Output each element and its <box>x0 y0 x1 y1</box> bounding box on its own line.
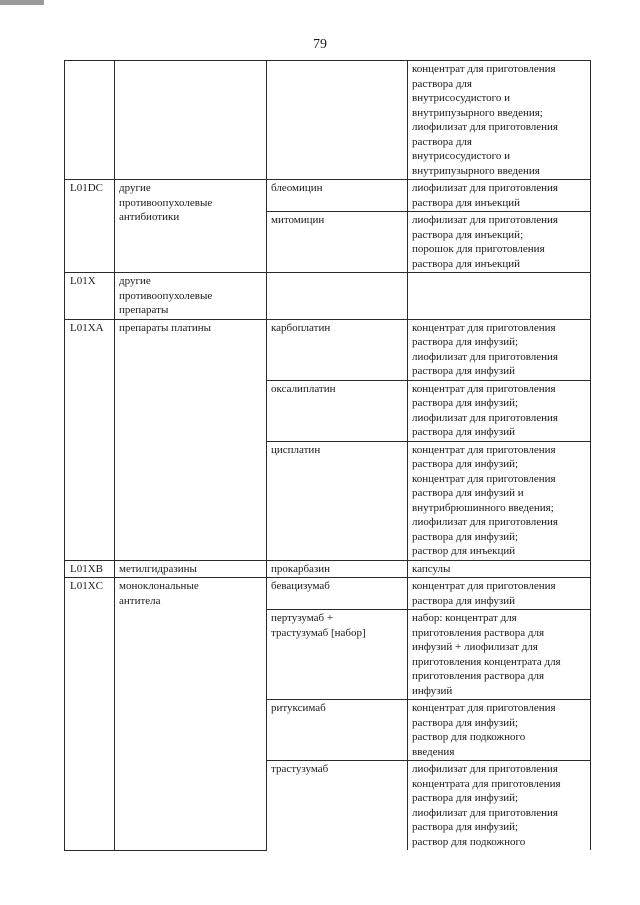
form-cell <box>408 273 591 320</box>
table-row <box>65 61 591 180</box>
atc-code-cell: L01XC <box>65 578 115 851</box>
drug-cell: оксалиплатин <box>267 380 408 441</box>
atc-code-cell: L01XB <box>65 560 115 578</box>
drug-cell <box>267 61 408 180</box>
drug-table <box>64 60 591 851</box>
table-row <box>65 578 591 610</box>
form-cell: концентрат для приготовления раствора для внутрисосудистого и внутрипузырного введения; лиофилизат для приготовления раствора для внутрисосудистого и внутрипузырного введения <box>408 61 591 180</box>
group-cell <box>115 61 267 180</box>
group-cell: препараты платины <box>115 319 267 560</box>
table-row <box>65 560 591 578</box>
table-row <box>65 273 591 320</box>
atc-code-cell: L01XA <box>65 319 115 560</box>
scan-mark <box>0 0 44 5</box>
atc-code-cell: L01X <box>65 273 115 320</box>
drug-cell: цисплатин <box>267 441 408 560</box>
form-cell: лиофилизат для приготовления концентрата для приготовления раствора для инфузий; лиофилизат для приготовления раствора для инфузий; раствор для подкожного <box>408 761 591 851</box>
drug-cell: бевацизумаб <box>267 578 408 610</box>
group-cell: другие противоопухолевые препараты <box>115 273 267 320</box>
table-row <box>65 180 591 212</box>
form-cell: концентрат для приготовления раствора для инфузий; лиофилизат для приготовления раствора для инфузий <box>408 319 591 380</box>
form-cell: концентрат для приготовления раствора для инфузий; раствор для подкожного введения <box>408 700 591 761</box>
form-cell: капсулы <box>408 560 591 578</box>
drug-cell: карбоплатин <box>267 319 408 380</box>
form-cell: концентрат для приготовления раствора для инфузий <box>408 578 591 610</box>
form-cell: концентрат для приготовления раствора для инфузий; лиофилизат для приготовления раствора для инфузий <box>408 380 591 441</box>
drug-cell: трастузумаб <box>267 761 408 851</box>
group-cell: моноклональные антитела <box>115 578 267 851</box>
atc-code-cell <box>65 61 115 180</box>
drug-cell: митомицин <box>267 212 408 273</box>
atc-code-cell: L01DC <box>65 180 115 273</box>
drug-cell: ритуксимаб <box>267 700 408 761</box>
group-cell: метилгидразины <box>115 560 267 578</box>
drug-cell: прокарбазин <box>267 560 408 578</box>
drug-cell <box>267 273 408 320</box>
form-cell: лиофилизат для приготовления раствора для инъекций <box>408 180 591 212</box>
form-cell: лиофилизат для приготовления раствора для инъекций; порошок для приготовления раствора для инъекций <box>408 212 591 273</box>
drug-cell: блеомицин <box>267 180 408 212</box>
form-cell: концентрат для приготовления раствора для инфузий; концентрат для приготовления раствора для инфузий и внутрибрюшинного введения; лиофилизат для приготовления раствора для инфузий; раствор для инъекций <box>408 441 591 560</box>
table-row <box>65 319 591 380</box>
page-number: 79 <box>313 37 327 52</box>
group-cell: другие противоопухолевые антибиотики <box>115 180 267 273</box>
drug-cell: пертузумаб + трастузумаб [набор] <box>267 610 408 700</box>
form-cell: набор: концентрат для приготовления раствора для инфузий + лиофилизат для приготовления концентрата для приготовления раствора для инфузий <box>408 610 591 700</box>
